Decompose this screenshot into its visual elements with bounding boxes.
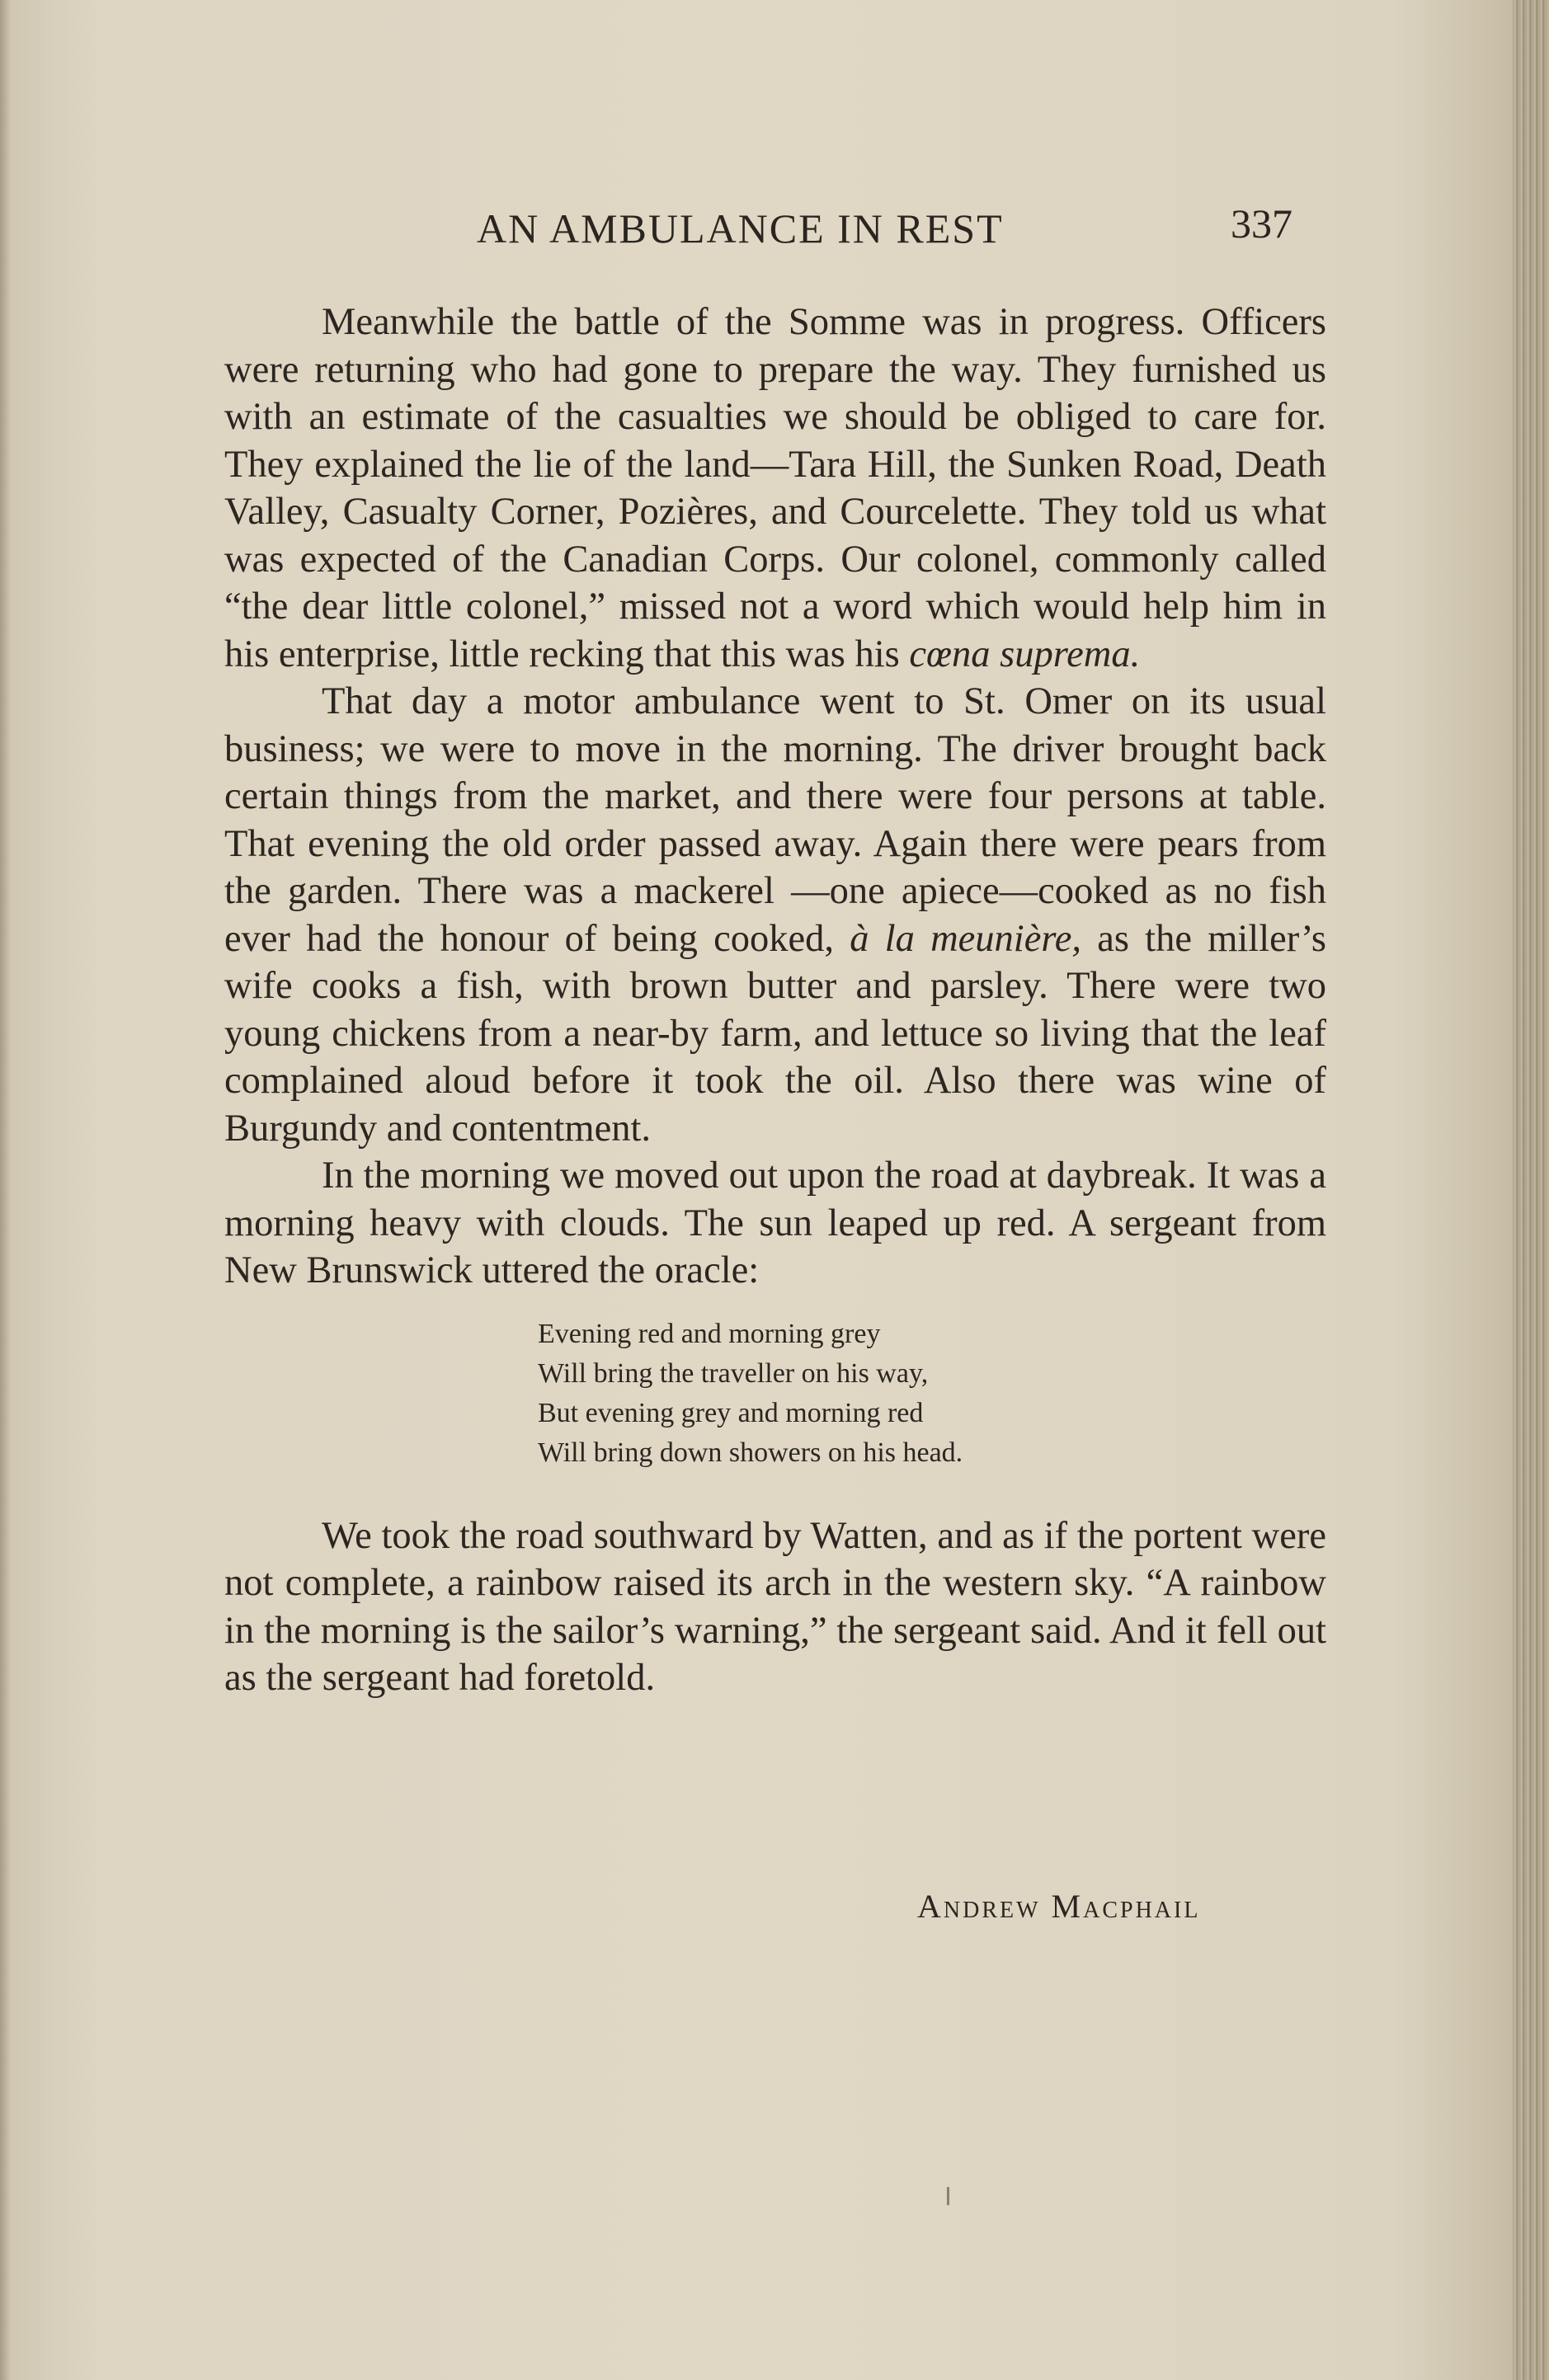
author-signature: Andrew Macphail [917, 1888, 1201, 1925]
page-mark [947, 2187, 949, 2205]
paragraph-1-text: Meanwhile the battle of the Somme was in progress. Officers were returning who had gone to prepare the way. They furnished us with an estimate of the casualties we should be obliged to care for. They explained the lie of the land—Tara Hill, the Sunken Road, Death Valley, Casualty Corner, Pozières, and Courcelette. They told us what was expected of the Canadian Corps. Our colonel, commonly called “the dear little colonel,” missed not a word which would help him in his enterprise, little recking that this was his [224, 301, 1326, 675]
verse-line: Will bring down showers on his head. [538, 1437, 963, 1468]
paragraph-2-italic: à la meunière, [850, 917, 1081, 960]
body-text [224, 299, 1326, 1702]
paragraph-1-italic: cœna suprema. [909, 633, 1141, 675]
paragraph-2-text-a: That day a motor ambulance went to St. Omer on its usual business; we were to move in the morning. The driver brought back certain things from the market, and there were four persons at table. That evening the old order passed away. Again there were pears from the garden. There was a mackerel —one apiece—cooked as no fish ever had the honour of being cooked, [224, 680, 1326, 960]
page-edge [1513, 0, 1549, 2380]
verse-line: Will bring the traveller on his way, [538, 1357, 929, 1389]
verse-line: Evening red and morning grey [538, 1318, 881, 1349]
paragraph-2-text-b: as the miller’s wife cooks a fish, with brown butter and parsley. There were two young chickens from a near-by farm, and lettuce so living that the leaf complained aloud before it took the oil. Also there was wine of Burgundy and contentment. [224, 917, 1326, 1150]
paragraph-3: In the morning we moved out upon the road at daybreak. It was a morning heavy with clouds. The sun leaped up red. A sergeant from New Brunswick uttered the oracle: [224, 1155, 1326, 1291]
page-number: 337 [1231, 200, 1292, 247]
verse-block [538, 1315, 1326, 1473]
verse-line: But evening grey and morning red [538, 1397, 924, 1428]
page-gutter-shadow [0, 0, 12, 2380]
paragraph-1 [224, 299, 1326, 678]
running-head: AN AMBULANCE IN REST [477, 205, 1004, 252]
paragraph-4: We took the road southward by Watten, and as if the portent were not complete, a rainbow raised its arch in the western sky. “A rainbow in the morning is the sailor’s warning,” the sergeant said. And it fell out as the sergeant had foretold. [224, 1514, 1326, 1699]
paragraph-2 [224, 678, 1326, 1152]
page-header [0, 200, 1549, 270]
